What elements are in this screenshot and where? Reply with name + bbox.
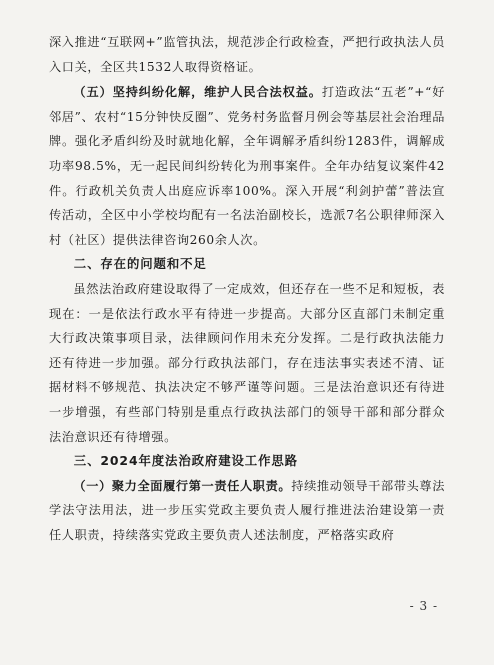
page-number: - 3 - [409, 599, 438, 613]
continuation-paragraph [49, 30, 445, 79]
document-body [49, 30, 445, 547]
problems-paragraph [49, 277, 445, 449]
section-3-1-lead: （一）聚力全面履行第一责任人职责。 [73, 478, 292, 493]
section-5-lead: （五）坚持纠纷化解，维护人民合法权益。 [73, 85, 322, 100]
section-3-1-paragraph [49, 474, 445, 548]
heading-problems: 二、存在的问题和不足 [73, 256, 207, 272]
heading-2024-plan: 三、2024年度法治政府建设工作思路 [73, 453, 298, 469]
section-5-text: 打造政法“五老”+“好邻居”、农村“15分钟快反圈”、党务村务监督月例会等基层社会治理品牌。强化矛盾纠纷及时就地化解，全年调解矛盾纠纷1283件，调解成功率98.5%，无一起民间纠纷转化为刑事案件。全年办结复议案件42件。行政机关负责人出庭应诉率100%。深入开展“利剑护蕾”普法宣传活动，全区中小学校均配有一名法治副校长，选派7名公职律师深入村（社区）提供法律咨询260余人次。 [49, 85, 445, 247]
problems-text: 虽然法治政府建设取得了一定成效，但还存在一些不足和短板，表现在：一是依法行政水平有待进一步提高。大部分区直部门未制定重大行政决策事项目录，法律顾问作用未充分发挥。二是行政执法能力还有待进一步加强。部分行政执法部门，存在违法事实表述不清、证据材料不够规范、执法决定不够严谨等问题。三是法治意识还有待进一步增强，有些部门特别是重点行政执法部门的领导干部和部分群众法治意识还有待增强。 [49, 281, 445, 444]
section-3-1-text: 持续推动领导干部带头尊法学法守法用法，进一步压实党政主要负责人履行推进法治建设第一责任人职责，持续落实党政主要负责人述法制度，严格落实政府 [49, 478, 446, 542]
section-5-paragraph [49, 80, 445, 252]
continuation-text: 深入推进“互联网+”监管执法，规范涉企行政检查，严把行政执法人员入口关，全区共1532人取得资格证。 [49, 35, 445, 74]
